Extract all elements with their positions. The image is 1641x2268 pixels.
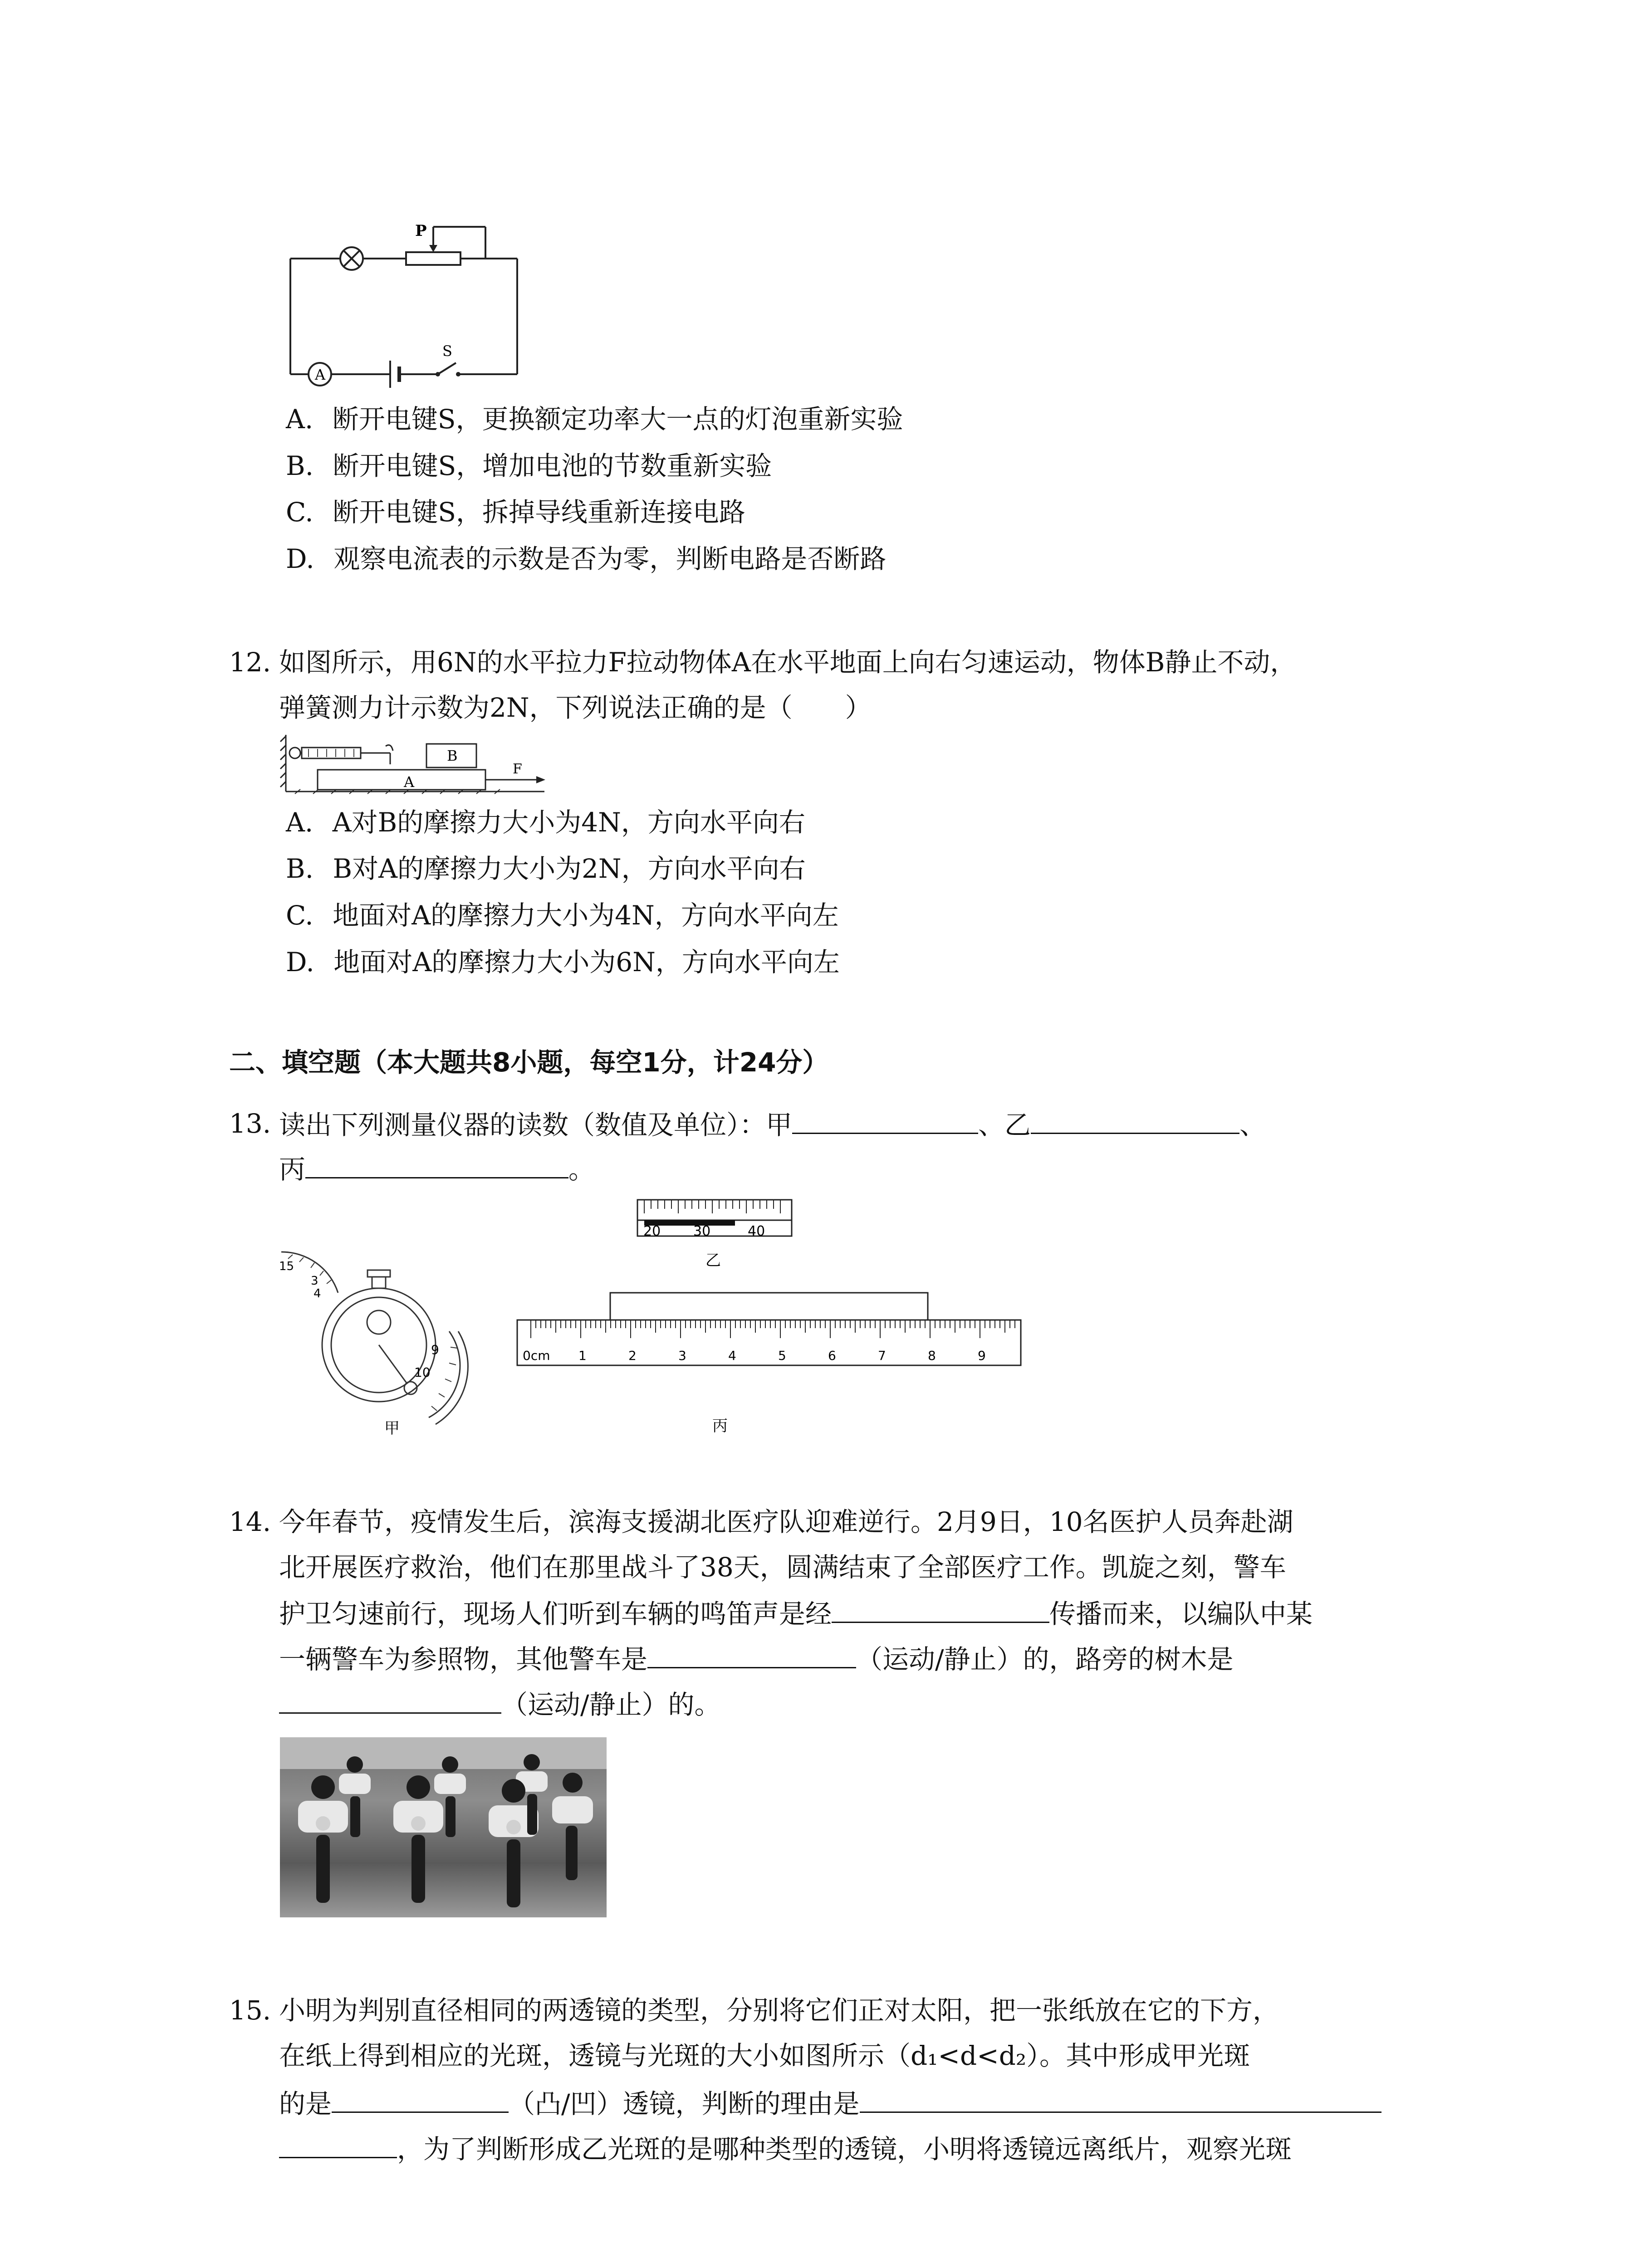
q12-option-d [286,944,840,980]
q14-text-d: （运动/静止）的，路旁的树木是 [856,1644,1234,1675]
stopwatch-figure [279,1234,506,1442]
q14-text-b: 传播而来，以编队中某 [1049,1598,1313,1629]
ruler-tick-label: 2 [628,1348,637,1363]
ruler-tick-label: 9 [978,1348,986,1363]
section-heading: 二、填空题（本大题共8小题，每空1分，计24分） [229,1047,829,1078]
option-text: B对A的摩擦力大小为2N，方向水平向右 [333,853,806,884]
question-number: 13. [229,1108,271,1139]
q15-stem-line4 [279,2130,1292,2167]
q13-text-e: 。 [568,1154,595,1185]
q12-option-a [286,804,805,841]
answer-blank-bing[interactable] [305,1150,568,1178]
q14-stem-line2: 北开展医疗救治，他们在那里战斗了38天，圆满结束了全部医疗工作。凯旋之刻，警车 [279,1552,1286,1583]
q12-stem-line1: 如图所示，用6N的水平拉力F拉动物体A在水平地面上向右匀速运动，物体B静止不动， [279,647,1297,678]
figure-label-yi: 乙 [705,1251,721,1270]
question-number: 14. [229,1506,271,1537]
ruler-tick-label: 8 [928,1348,936,1363]
option-letter: B. [286,450,314,481]
option-text: 断开电键S，更换额定功率大一点的灯泡重新实验 [332,404,903,435]
figure-label-jia: 甲 [384,1419,400,1437]
q12-stem-line2: 弹簧测力计示数为2N，下列说法正确的是（ ） [279,692,872,723]
q14-text-c: 一辆警车为参照物，其他警车是 [279,1644,648,1675]
ruler-tick-label: 1 [578,1348,587,1363]
answer-blank-lens-type[interactable] [332,2084,509,2113]
option-letter: D. [286,947,314,978]
option-letter: C. [286,900,314,931]
q14-text-e: （运动/静止）的。 [501,1689,721,1720]
q11-option-b [286,448,772,484]
question-number: 12. [229,647,271,678]
q11-option-a [286,401,903,437]
ruler-tick-label: 7 [878,1348,886,1363]
q13-text-b: 、乙 [978,1110,1031,1140]
question-number: 15. [229,1995,271,2026]
q15-text-c: ，为了判断形成乙光斑的是哪种类型的透镜，小明将透镜远离纸片，观察光斑 [397,2134,1292,2165]
answer-blank-reason[interactable] [860,2084,1381,2113]
option-letter: C. [286,497,314,528]
slider-label: P [415,222,427,240]
vernier-20-label: 20 [643,1223,661,1239]
vernier-caliper-figure [635,1198,798,1275]
option-text: 地面对A的摩擦力大小为4N，方向水平向左 [333,900,839,931]
ruler-tick-label: 4 [728,1348,736,1363]
q12-option-c [286,897,839,934]
vernier-30-label: 30 [693,1223,711,1239]
q15-stem-line3 [279,2084,1381,2122]
vernier-40-label: 40 [748,1223,765,1239]
ruler-unit-label: 0cm [523,1348,550,1363]
stopwatch-4-label: 4 [314,1287,321,1300]
stopwatch-10-label: 10 [414,1365,431,1380]
answer-blank-motion-cars[interactable] [647,1640,856,1668]
option-text: A对B的摩擦力大小为4N，方向水平向右 [332,807,805,838]
q11-option-d [286,541,886,577]
q13-stem-line1 [279,1105,1266,1143]
ruler-figure [513,1288,1025,1442]
stopwatch-15-label: 15 [279,1260,294,1273]
police-motorcade-photo [280,1737,607,1917]
block-b-label: B [447,747,458,764]
stopwatch-3-label: 3 [311,1274,318,1288]
q15-text-a: 的是 [279,2088,332,2119]
switch-label: S [442,342,452,360]
q15-stem-line1: 小明为判别直径相同的两透镜的类型，分别将它们正对太阳，把一张纸放在它的下方， [279,1995,1279,2026]
answer-blank-jia[interactable] [792,1105,978,1134]
stopwatch-9-label: 9 [431,1342,439,1357]
option-letter: A. [286,807,314,838]
ruler-tick-label: 5 [778,1348,786,1363]
ammeter-label: A [315,366,326,383]
option-text: 断开电键S，拆掉导线重新连接电路 [333,497,745,528]
q14-stem-line5 [279,1685,721,1723]
option-text: 地面对A的摩擦力大小为6N，方向水平向左 [333,947,840,978]
answer-blank-reason-cont[interactable] [279,2130,397,2158]
ruler-tick-label: 3 [678,1348,686,1363]
q15-stem-line2: 在纸上得到相应的光斑，透镜与光斑的大小如图所示（d₁<d<d₂）。其中形成甲光斑 [279,2040,1250,2071]
figure-label-bing: 丙 [712,1417,728,1435]
option-text: 观察电流表的示数是否为零，判断电路是否断路 [333,543,887,574]
answer-blank-medium[interactable] [832,1594,1049,1623]
q13-text-d: 丙 [279,1154,306,1185]
q13-text-a: 读出下列测量仪器的读数（数值及单位）：甲 [279,1110,793,1140]
answer-blank-motion-trees[interactable] [279,1685,501,1714]
spring-scale-figure [277,733,549,796]
force-f-label: F [513,761,522,777]
option-letter: A. [286,404,314,435]
option-letter: D. [286,543,314,574]
option-text: 断开电键S，增加电池的节数重新实验 [333,450,772,481]
ruler-tick-label: 6 [828,1348,836,1363]
option-letter: B. [286,853,314,884]
q14-stem-line4 [279,1640,1234,1677]
q13-stem-line2 [279,1150,595,1188]
q13-text-c: 、 [1239,1110,1266,1140]
q14-stem-line1: 今年春节，疫情发生后，滨海支援湖北医疗队迎难逆行。2月9日，10名医护人员奔赴湖 [279,1506,1293,1537]
answer-blank-yi[interactable] [1031,1105,1239,1134]
q14-stem-line3 [279,1594,1313,1632]
q14-text-a: 护卫匀速前行，现场人们听到车辆的鸣笛声是经 [279,1598,832,1629]
circuit-diagram [286,222,522,386]
q11-option-c [286,494,745,530]
q15-text-b: （凸/凹）透镜，判断的理由是 [509,2088,860,2119]
q12-option-b [286,850,806,887]
block-a-label: A [404,773,415,791]
